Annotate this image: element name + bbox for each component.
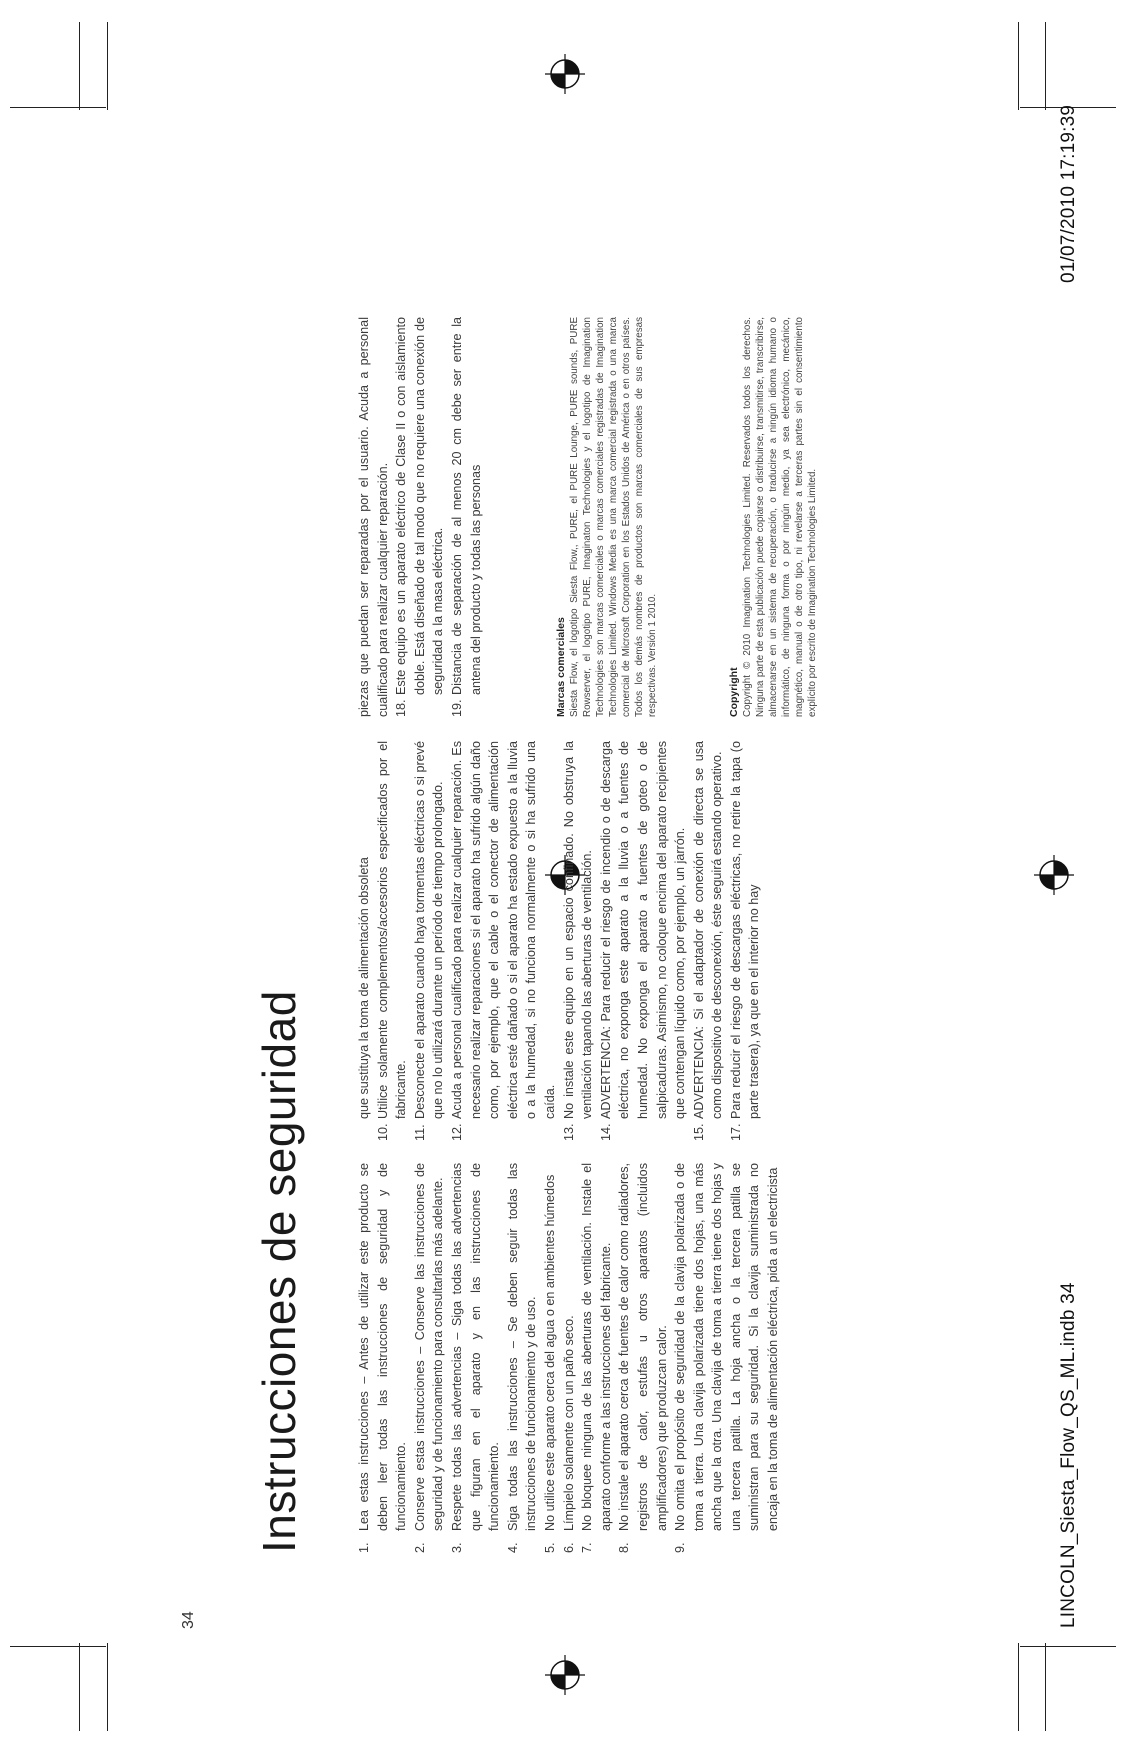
list-item-text: Utilice solamente complementos/accesorios especificados por el fabricante.	[375, 741, 409, 1119]
list-item	[411, 1163, 448, 1553]
list-item-number: 18.	[394, 699, 409, 717]
list-item-number: 9.	[673, 1542, 688, 1553]
list-item-text: Lea estas instrucciones – Antes de utilizar este producto se deben leer todas las instrucciones de seguridad y de funcionamiento.	[357, 1163, 409, 1531]
list-item-number: 12.	[449, 1123, 464, 1141]
list-item	[690, 741, 727, 1141]
list-item-text: Este equipo es un aparato eléctrico de Clase II o con aislamiento doble. Está diseñado de tal modo que no requiere una conexión de seguridad a la masa eléctrica.	[394, 317, 446, 695]
list-item-text: No omita el propósito de seguridad de la clavija polarizada o de toma a tierra. Una clavija polarizada tiene dos hojas, una más ancha que la otra. Una clavija de toma a tierra tiene dos hojas y una tercera patilla. La hoja ancha o la tercera patilla se suministran para su seguridad. Si la clavija suministrada no encaja en la toma de alimentación eléctrica, pida a un electricista	[673, 1163, 781, 1531]
list-item	[448, 1163, 504, 1553]
trademarks-heading: Marcas comerciales	[555, 617, 567, 717]
list-item-text: Distancia de separación de al menos 20 cm debe ser entre la antena del producto y todas las personas	[449, 317, 483, 695]
list-item-number: 4.	[505, 1542, 520, 1553]
list-item-number: 14.	[598, 1123, 613, 1141]
list-item-text: Para reducir el riesgo de descargas eléctricas, no retire la tapa (o parte trasera), ya que en el interior no hay	[728, 741, 762, 1119]
list-item-text: Acuda a personal cualificado para realizar cualquier reparación. Es necesario realizar reparaciones si el aparato ha sufrido algún daño como, por ejemplo, que el cable o el conector de alimentación eléctrica esté dañado o si el aparato ha estado expuesto a la lluvia o a la humedad, si no funciona normalmente o si ha sufrido una caída.	[449, 741, 557, 1119]
list-item	[727, 741, 764, 1141]
list-item-text: Desconecte el aparato cuando haya tormentas eléctricas o si prevé que no lo utilizará durante un período de tiempo prolongado.	[412, 741, 446, 1119]
copyright-body: Copyright © 2010 Imagination Technologies Limited. Reservados todos los derechos. Ninguna parte de esta publicación puede copiarse o distribuirse, transmitirse, transcribirse, almacenarse en un sistema de recuperación, o traducirse a ningún idioma humano o informático, de ninguna forma o por ningún medio, ya sea electrónico, mecánico, magnético, manual o de otro tipo, ni revelarse a terceras partes sin el consentimiento explícito por escrito de Imagination Technologies Limited.	[742, 317, 818, 717]
list-item-number: 2.	[412, 1542, 427, 1553]
list-item-number: 5.	[542, 1542, 557, 1553]
list-item	[448, 317, 485, 717]
column-2	[355, 741, 764, 1141]
list-item	[374, 741, 411, 1141]
list-item-text: ADVERTENCIA: Para reducir el riesgo de incendio o de descarga eléctrica, no exponga este aparato a la lluvia o a fuentes de humedad. No exponga el aparato a fuentes de goteo o de salpicaduras. Asimismo, no coloque encima del aparato recipientes que contengan líquido como, por ejemplo, un jarrón.	[598, 741, 688, 1119]
list-item-number: 17.	[728, 1123, 743, 1141]
list-item-text: Límpielo solamente con un paño seco.	[561, 1315, 576, 1531]
copyright-block	[728, 317, 819, 717]
column-3	[355, 317, 485, 717]
list-item	[504, 1163, 541, 1553]
slug-file-name: LINCOLN_Siesta_Flow_QS_ML.indb 34	[1058, 1282, 1079, 1628]
list-item	[560, 741, 597, 1141]
page-number: 34	[180, 1611, 197, 1629]
list-item-number: 1.	[357, 1542, 371, 1553]
list-item-text: Siga todas las instrucciones – Se deben seguir todas las instrucciones de funcionamiento y de uso.	[505, 1163, 539, 1531]
list-item	[541, 1163, 560, 1553]
list-item	[578, 1163, 615, 1553]
page-title: Instrucciones de seguridad	[253, 990, 305, 1553]
list-item	[448, 741, 560, 1141]
list-item	[392, 317, 448, 717]
list-item-number: 15.	[691, 1123, 706, 1141]
column-2-lead: que sustituya la toma de alimentación obsoleta	[357, 857, 371, 1119]
list-item-number: 10.	[375, 1123, 390, 1141]
trademarks-block	[555, 317, 659, 717]
list-item-text: No bloquee ninguna de las aberturas de ventilación. Instale el aparato conforme a las instrucciones del fabricante.	[580, 1163, 613, 1531]
list-item-number: 7.	[580, 1542, 595, 1553]
trademarks-body: Siesta Flow, el logotipo Siesta Flow,, PURE, el PURE Lounge, PURE sounds, PURE Rowserver, el logotipo PURE, Imaginaton Technologies y el logotipo de Imagination Technologies son marcas comerciales o marcas comerciales registradas de Imagination Technologies Limited. Windows Media es una marca comercial registrada o una marca comercial de Microsoft Corporation en los Estados Unidos de América o en otros países. Todos los demás nombres de productos son marcas comerciales de sus empresas respectivas. Versión 1 2010.	[569, 317, 658, 717]
list-item-number: 13.	[561, 1123, 576, 1141]
list-item-number: 3.	[449, 1542, 464, 1553]
column-1	[355, 1163, 783, 1553]
list-item-text: ADVERTENCIA: Si el adaptador de conexión de directa se usa como dispositivo de desconexión, éste seguirá estando operativo.	[691, 741, 725, 1119]
list-item	[355, 1163, 411, 1553]
copyright-heading: Copyright	[728, 667, 740, 717]
list-item	[615, 1163, 671, 1553]
list-item-number: 11.	[412, 1124, 427, 1141]
list-item	[560, 1163, 579, 1553]
list-item-number: 6.	[561, 1542, 576, 1553]
list-item-text: No instale el aparato cerca de fuentes de calor como radiadores, registros de calor, estufas u otros aparatos (incluidos amplificadores) que produzcan calor.	[617, 1163, 669, 1531]
slug-timestamp: 01/07/2010 17:19:39	[1058, 104, 1079, 283]
list-item-text: No instale este equipo en un espacio confinado. No obstruya la ventilación tapando las aberturas de ventilación.	[561, 741, 595, 1119]
list-item-text: Respete todas las advertencias – Siga todas las advertencias que figuran en el aparato y en las instrucciones de funcionamiento.	[449, 1163, 502, 1531]
list-item-number: 19.	[449, 699, 464, 717]
column-3-lead: piezas que puedan ser reparadas por el usuario. Acuda a personal cualificado para realizar cualquier reparación.	[357, 317, 390, 717]
list-item-text: No utilice este aparato cerca del agua o en ambientes húmedos	[542, 1174, 557, 1531]
list-item-text: Conserve estas instrucciones – Conserve las instrucciones de seguridad y de funcionamiento para consultarlas más adelante.	[412, 1163, 446, 1531]
list-item	[671, 1163, 783, 1553]
list-item-number: 8.	[617, 1542, 632, 1553]
list-item	[411, 741, 448, 1141]
list-item	[597, 741, 690, 1141]
